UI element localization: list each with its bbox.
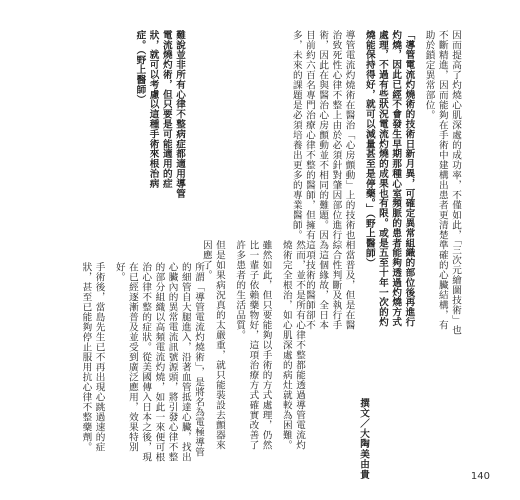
paragraph: 然而，並不是所有心律不整都能透過導管電流灼燒術完全根治，如心肌深處的病灶就較為困難。 (280, 240, 305, 450)
paragraph: 雖然如此，但只要能夠以手術的方式處理，仍然比一輩子依賴藥物好，這項治療方式確實改善了許多患者的生活品質。 (234, 240, 272, 450)
page-number: 140 (470, 471, 490, 482)
paragraph: 導管電流灼燒術在醫治「心房顫動」上的技術也相當普及，但是在醫治致死性心律不整上由於必須針對肇因部位進行綜合性判斷及執行手術，因此在與醫治心房顫動並不相同的難題。因為這個緣故，全日本目前約六百名專門治療心律不整的醫師，但擁有這項技術的醫師卻不多，未來的課題是必須培養出更多的專業醫師。 (290, 30, 355, 330)
middle-text-column (186, 240, 306, 452)
highlight-quote (134, 30, 186, 202)
author-credit: 撰文／大陶美由貴 (358, 398, 369, 480)
paragraph: 因而提高了灼燒心肌深處的成功率，不僅如此，「三次元繪圖技術」也不斷精進，因而能夠在手術中建構出患者更清楚準確的心臟結構，有助於鎖定異常部位。 (423, 30, 461, 336)
paragraph: 但是如果病況真的太嚴重，就只能裝設去顫器來因應了。 (200, 240, 225, 450)
paragraph: 手術後，當島先生已不再出現心跳過速的症狀，甚至已能夠停止服用抗心律不整藥劑。 (80, 262, 105, 452)
left-text-column (25, 262, 205, 467)
quote-text: 難說並非所有心律不整病症都適用導管電流燒灼術，但只要是可能適用的症狀，就可以考慮以這種手術來根治病症。（野上醫師） (134, 30, 185, 199)
doctor-quote: 「導管電流灼燒術的技術日新月異，可確定異常組織的部位後再進行灼燒，因此已經不會發生早期那種心室頻脈的患者能夠透過灼燒方式處理，不過有些狀況電流灼燒的成果也有限。或是五至十年一次的灼燒能保持得好，就可以減量甚至是停藥。」（野上醫師） (363, 30, 415, 327)
paragraph: 所謂「導管電流灼燒術」，是將名為電極導管的細管自大腿進入，沿著血管抵達心臟，找出心臟內的異常電流訊號源頭，將引發心律不整的部分組織以高頻電流灼燒，如此一來便可根治心律不整的症狀。從美國傳入日本之後，現在已經逐漸普及並受到廣泛應用，效果特別好。 (113, 262, 204, 462)
